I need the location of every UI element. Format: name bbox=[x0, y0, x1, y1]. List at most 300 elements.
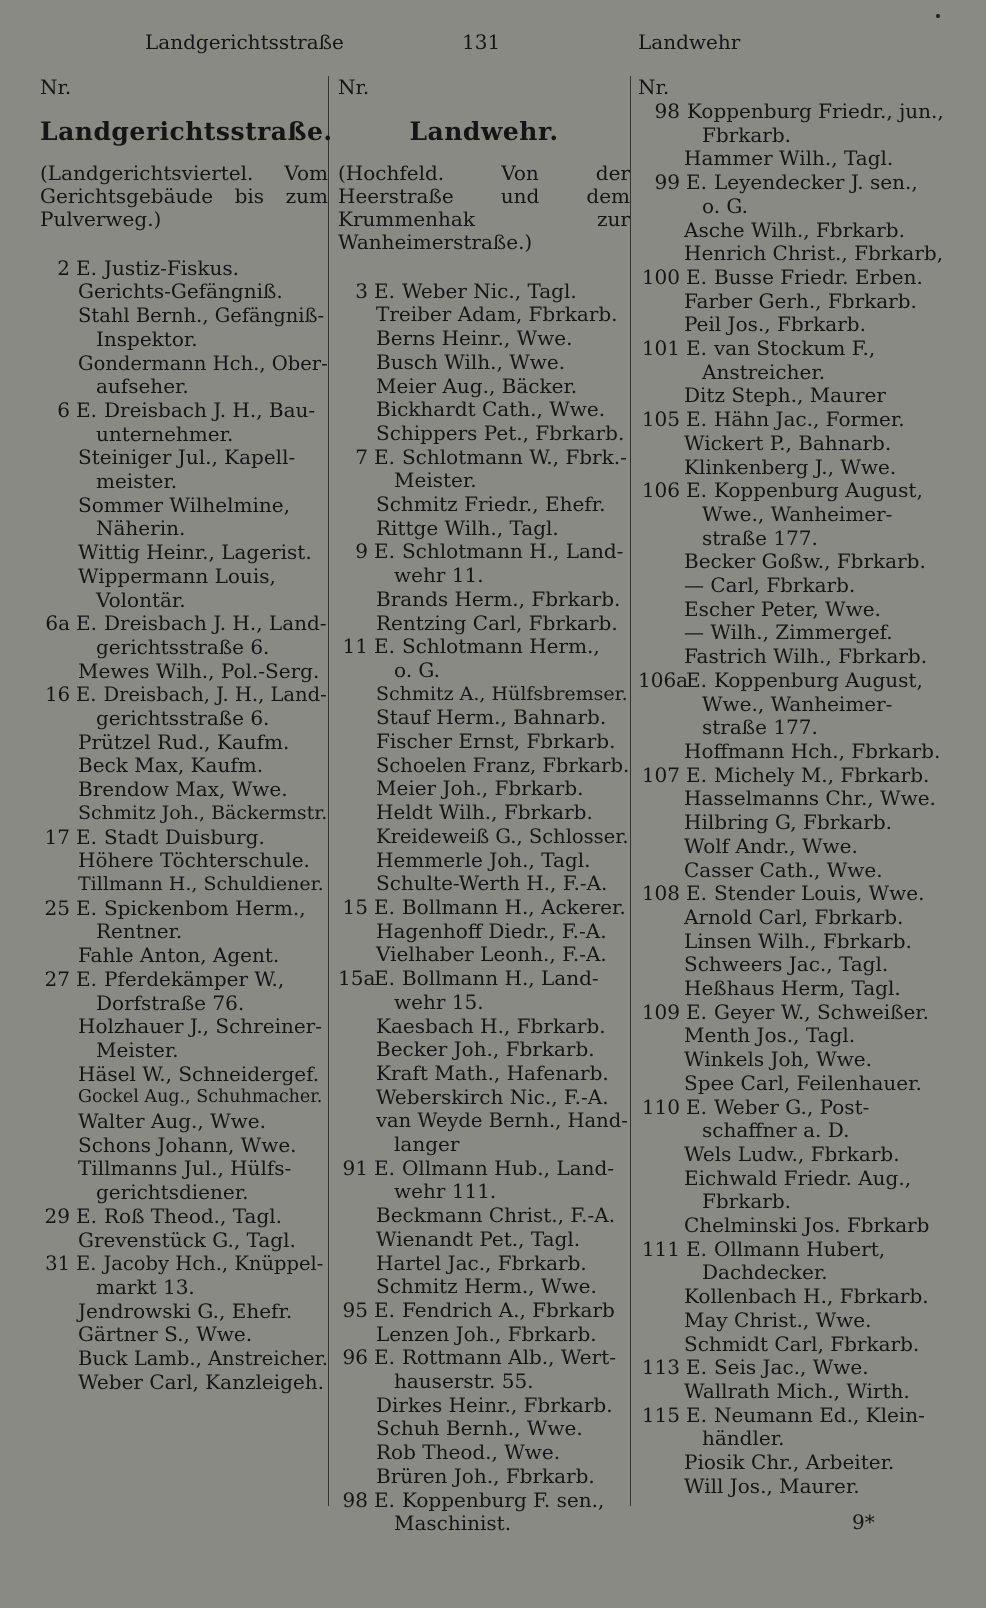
entry-line bbox=[338, 540, 630, 564]
entry-text: Walter Aug., Wwe. bbox=[78, 1109, 266, 1134]
entry-line bbox=[338, 1370, 630, 1394]
entry-text: Dreisbach, J. H., Land- bbox=[103, 683, 327, 707]
entry-line bbox=[638, 100, 958, 124]
house-number: 91 bbox=[342, 1155, 368, 1180]
house-number: 107 bbox=[641, 762, 680, 787]
entry-line bbox=[638, 1475, 958, 1499]
entry-line bbox=[338, 280, 630, 304]
entry-text: Schmitz Herm., Wwe. bbox=[376, 1274, 597, 1299]
entry-line bbox=[638, 787, 958, 811]
owner-code: E. bbox=[686, 264, 707, 289]
owner-code: E. bbox=[686, 1402, 707, 1427]
column-divider bbox=[328, 76, 329, 1506]
nr-label: Nr. bbox=[338, 75, 370, 99]
entry-line bbox=[40, 944, 328, 968]
entry-line bbox=[638, 432, 958, 456]
entry-line bbox=[40, 778, 328, 802]
entry-text: Dirkes Heinr., Fbrkarb. bbox=[376, 1392, 613, 1417]
entry-text: schaffner a. D. bbox=[702, 1118, 850, 1143]
entry-text: Henrich Christ., Fbrkarb, bbox=[684, 241, 944, 266]
entry-line bbox=[40, 920, 328, 944]
house-number: 111 bbox=[641, 1236, 680, 1261]
entry-line bbox=[40, 707, 328, 731]
entry-line bbox=[638, 1048, 958, 1072]
entry-line bbox=[638, 147, 958, 171]
entry-line bbox=[638, 337, 958, 361]
entry-line bbox=[638, 1190, 958, 1214]
entry-text: Ollmann Hubert, bbox=[713, 1236, 886, 1261]
entry-line bbox=[638, 740, 958, 764]
entry-line bbox=[638, 313, 958, 337]
entry-text: Tillmanns Jul., Hülfs- bbox=[78, 1156, 292, 1181]
entry-line bbox=[40, 660, 328, 684]
entry-text: straße 177. bbox=[702, 525, 818, 550]
entry-text: Rottmann Alb., Wert- bbox=[401, 1345, 616, 1370]
entry-text: Bickhardt Cath., Wwe. bbox=[376, 397, 606, 422]
entry-text: van Weyde Bernh., Hand- bbox=[376, 1109, 628, 1133]
entry-line bbox=[338, 493, 630, 517]
entry-text: gerichtsstraße 6. bbox=[96, 706, 270, 731]
entry-line bbox=[638, 1024, 958, 1048]
owner-code: E. bbox=[686, 762, 707, 787]
owner-code: E. bbox=[686, 1236, 707, 1261]
entry-text: Arnold Carl, Fbrkarb. bbox=[684, 904, 904, 929]
house-number: 3 bbox=[355, 278, 368, 303]
column-2 bbox=[338, 76, 630, 1536]
entry-text: Hagenhoff Diedr., F.-A. bbox=[376, 918, 607, 943]
entry-line bbox=[638, 456, 958, 480]
entry-text: Treiber Adam, Fbrkarb. bbox=[376, 302, 618, 327]
entry-line bbox=[40, 541, 328, 565]
entry-text: Sommer Wilhelmine, bbox=[78, 492, 290, 517]
entry-text: Beckmann Christ., F.-A. bbox=[376, 1203, 616, 1228]
entry-line bbox=[40, 683, 328, 707]
entry-line bbox=[40, 1157, 328, 1181]
entry-line bbox=[338, 588, 630, 612]
entry-line bbox=[338, 920, 630, 944]
entry-text: Schulte-Werth H., F.-A. bbox=[376, 871, 608, 896]
entry-text: Casser Cath., Wwe. bbox=[684, 857, 883, 882]
entry-line bbox=[40, 1086, 328, 1110]
entry-text: Meister. bbox=[96, 1037, 179, 1062]
entry-text: Pferdekämper W., bbox=[103, 966, 285, 991]
entry-text: Busch Wilh., Wwe. bbox=[376, 349, 566, 374]
owner-code: E. bbox=[686, 1094, 707, 1119]
owner-code: E. bbox=[76, 683, 97, 707]
entry-line bbox=[338, 398, 630, 422]
entry-line bbox=[40, 257, 328, 281]
entry-line bbox=[638, 716, 958, 740]
entry-text: Spickenbom Herm., bbox=[103, 895, 306, 920]
entry-text: Dorfstraße 76. bbox=[96, 990, 245, 1015]
entry-text: Wwe., Wanheimer- bbox=[702, 501, 893, 526]
entry-line bbox=[638, 598, 958, 622]
entry-text: Ollmann Hub., Land- bbox=[401, 1155, 615, 1180]
house-number: 106a bbox=[638, 667, 689, 692]
owner-code: E. bbox=[374, 278, 395, 303]
entry-text: — Wilh., Zimmergef. bbox=[684, 620, 893, 645]
street-title: Landwehr. bbox=[409, 117, 559, 146]
entry-line bbox=[638, 764, 958, 788]
entry-line bbox=[638, 1119, 958, 1143]
entry-text: Schoelen Franz, Fbrkarb. bbox=[376, 753, 630, 777]
owner-code: E. bbox=[76, 895, 97, 920]
entry-text: Winkels Joh, Wwe. bbox=[684, 1047, 872, 1072]
entry-line bbox=[338, 896, 630, 920]
entry-text: Seis Jac., Wwe. bbox=[713, 1355, 869, 1380]
entry-line bbox=[338, 1441, 630, 1465]
entry-text: Gondermann Hch., Ober- bbox=[78, 351, 328, 375]
entry-line bbox=[40, 1276, 328, 1300]
entry-text: markt 13. bbox=[96, 1274, 195, 1299]
entry-line bbox=[638, 953, 958, 977]
entry-list bbox=[338, 280, 630, 1536]
entry-text: meister. bbox=[96, 469, 178, 494]
entry-text: Wwe., Wanheimer- bbox=[702, 691, 893, 716]
entry-text: Wippermann Louis, bbox=[78, 563, 276, 588]
owner-code: E. bbox=[374, 634, 395, 659]
house-number: 6a bbox=[45, 611, 70, 636]
entry-text: Tillmann H., Schuldiener. bbox=[78, 872, 324, 895]
entry-line bbox=[638, 574, 958, 598]
entry-line bbox=[338, 777, 630, 801]
entry-text: Meier Joh., Fbrkarb. bbox=[376, 776, 584, 801]
entry-line bbox=[638, 219, 958, 243]
header-left: Landgerichtsstraße bbox=[145, 30, 344, 54]
entry-line bbox=[40, 399, 328, 423]
entry-line bbox=[638, 906, 958, 930]
entry-text: Schweers Jac., Tagl. bbox=[684, 952, 889, 977]
entry-line bbox=[338, 1299, 630, 1323]
entry-line bbox=[40, 1181, 328, 1205]
nr-label: Nr. bbox=[638, 75, 670, 99]
entry-line bbox=[638, 503, 958, 527]
entry-line bbox=[338, 683, 630, 707]
entry-line bbox=[40, 754, 328, 778]
house-number: 29 bbox=[44, 1203, 70, 1228]
entry-line bbox=[40, 1110, 328, 1134]
entry-text: Kollenbach H., Fbrkarb. bbox=[684, 1284, 929, 1309]
owner-code: E. bbox=[686, 478, 707, 503]
entry-line bbox=[338, 1417, 630, 1441]
entry-text: Stender Louis, Wwe. bbox=[713, 881, 925, 906]
entry-text: Hasselmanns Chr., Wwe. bbox=[684, 786, 936, 811]
house-number: 110 bbox=[641, 1094, 680, 1119]
entry-line bbox=[638, 124, 958, 148]
entry-text: Berns Heinr., Wwe. bbox=[376, 326, 573, 351]
entry-line bbox=[40, 328, 328, 352]
entry-text: Stadt Duisburg. bbox=[103, 824, 265, 849]
entry-text: Wickert P., Bahnarb. bbox=[684, 430, 892, 455]
entry-line bbox=[40, 1134, 328, 1158]
entry-line bbox=[40, 352, 328, 376]
entry-text: aufseher. bbox=[96, 374, 189, 399]
entry-text: händler. bbox=[702, 1426, 785, 1451]
entry-line bbox=[638, 384, 958, 408]
house-number: 31 bbox=[45, 1252, 70, 1276]
entry-line bbox=[638, 882, 958, 906]
entry-text: Wallrath Mich., Wirth. bbox=[684, 1378, 910, 1403]
entry-text: Schlotmann Herm., bbox=[401, 634, 600, 659]
entry-text: Linsen Wilh., Fbrkarb. bbox=[684, 928, 912, 953]
entry-text: Höhere Töchterschule. bbox=[78, 848, 310, 873]
entry-line bbox=[338, 517, 630, 541]
entry-text: Hartel Jac., Fbrkarb. bbox=[376, 1250, 587, 1275]
entry-line bbox=[338, 1465, 630, 1489]
house-number: 27 bbox=[44, 966, 70, 991]
entry-text: Näherin. bbox=[96, 516, 186, 541]
entry-text: Holzhauer J., Schreiner- bbox=[78, 1014, 323, 1039]
owner-code: E. bbox=[686, 667, 707, 692]
entry-line bbox=[338, 1038, 630, 1062]
entry-text: Schippers Pet., Fbrkarb. bbox=[376, 420, 625, 445]
entry-text: Hammer Wilh., Tagl. bbox=[684, 146, 894, 171]
entry-line bbox=[338, 1015, 630, 1039]
entry-line bbox=[338, 825, 630, 849]
entry-text: Weber G., Post- bbox=[713, 1094, 870, 1119]
ink-speck bbox=[936, 14, 940, 18]
house-number: 99 bbox=[654, 170, 680, 195]
entry-line bbox=[40, 1300, 328, 1324]
entry-line bbox=[338, 659, 630, 683]
entry-text: Dreisbach J. H., Land- bbox=[103, 611, 327, 636]
entry-line bbox=[40, 1252, 328, 1276]
entry-line bbox=[638, 1285, 958, 1309]
column-divider bbox=[630, 76, 631, 1506]
entry-line bbox=[638, 171, 958, 195]
entry-line bbox=[638, 1404, 958, 1428]
owner-code: E. bbox=[76, 1252, 97, 1276]
entry-text: Wolf Andr., Wwe. bbox=[684, 833, 858, 858]
house-number: 100 bbox=[641, 264, 680, 289]
entry-text: Roß Theod., Tagl. bbox=[103, 1203, 283, 1228]
entry-line bbox=[638, 1261, 958, 1285]
owner-code: E. bbox=[76, 255, 97, 280]
entry-line bbox=[40, 446, 328, 470]
house-number: 98 bbox=[342, 1487, 368, 1512]
entry-text: Buck Lamb., Anstreicher. bbox=[78, 1347, 328, 1371]
entry-line bbox=[338, 1109, 630, 1133]
house-number: 105 bbox=[641, 407, 680, 432]
entry-text: May Christ., Wwe. bbox=[684, 1307, 872, 1332]
house-number: 15 bbox=[342, 894, 368, 919]
house-number: 96 bbox=[342, 1345, 368, 1370]
entry-line bbox=[338, 1180, 630, 1204]
entry-line bbox=[638, 1096, 958, 1120]
entry-line bbox=[338, 375, 630, 399]
owner-code: E. bbox=[686, 1355, 707, 1380]
entry-text: Brüren Joh., Fbrkarb. bbox=[376, 1463, 595, 1488]
entry-line bbox=[638, 361, 958, 385]
entry-text: Peil Jos., Fbrkarb. bbox=[684, 312, 866, 337]
entry-text: Hähn Jac., Former. bbox=[713, 407, 905, 432]
entry-line bbox=[638, 408, 958, 432]
house-number: 15a bbox=[338, 966, 376, 991]
entry-text: Koppenburg Friedr., jun., bbox=[687, 99, 944, 123]
owner-code: E. bbox=[374, 966, 395, 991]
signature-mark: 9* bbox=[852, 1510, 875, 1534]
entry-text: Meier Aug., Bäcker. bbox=[376, 373, 578, 398]
entry-line bbox=[638, 1143, 958, 1167]
nr-label: Nr. bbox=[40, 75, 72, 99]
house-number: 9 bbox=[355, 539, 368, 564]
entry-text: Weber Nic., Tagl. bbox=[401, 278, 577, 303]
entry-line bbox=[638, 1167, 958, 1191]
entry-text: Schmidt Carl, Fbrkarb. bbox=[684, 1331, 920, 1356]
entry-text: Becker Goßw., Fbrkarb. bbox=[684, 549, 926, 574]
entry-line bbox=[338, 1252, 630, 1276]
entry-line bbox=[638, 1380, 958, 1404]
entry-text: Farber Gerh., Fbrkarb. bbox=[684, 288, 917, 313]
entry-line bbox=[638, 290, 958, 314]
owner-code: E. bbox=[374, 1297, 395, 1322]
entry-text: Schons Johann, Wwe. bbox=[78, 1132, 297, 1157]
entry-line bbox=[338, 446, 630, 470]
running-header bbox=[0, 30, 986, 64]
entry-text: Kaesbach H., Fbrkarb. bbox=[376, 1013, 606, 1038]
entry-line bbox=[638, 1427, 958, 1451]
entry-line bbox=[40, 849, 328, 873]
entry-line bbox=[638, 693, 958, 717]
entry-line bbox=[338, 1346, 630, 1370]
entry-line bbox=[638, 1451, 958, 1475]
entry-text: Hoffmann Hch., Fbrkarb. bbox=[684, 738, 941, 763]
entry-line bbox=[638, 859, 958, 883]
entry-line bbox=[40, 731, 328, 755]
owner-code: E. bbox=[374, 1345, 395, 1370]
entry-line bbox=[40, 517, 328, 541]
entry-line bbox=[40, 1323, 328, 1347]
entry-text: Klinkenberg J., Wwe. bbox=[684, 454, 897, 479]
entry-text: Escher Peter, Wwe. bbox=[684, 596, 881, 621]
entry-text: unternehmer. bbox=[96, 421, 234, 446]
entry-text: Menth Jos., Tagl. bbox=[684, 1023, 856, 1048]
entry-line bbox=[338, 706, 630, 730]
entry-text: Gockel Aug., Schuhmacher. bbox=[78, 1087, 323, 1108]
entry-text: Beck Max, Kaufm. bbox=[78, 753, 264, 778]
house-number: 17 bbox=[44, 824, 70, 849]
entry-text: Weberskirch Nic., F.-A. bbox=[376, 1084, 609, 1109]
entry-line bbox=[638, 1309, 958, 1333]
entry-line bbox=[40, 612, 328, 636]
entry-text: Anstreicher. bbox=[702, 359, 826, 384]
entry-line bbox=[338, 303, 630, 327]
house-number: 115 bbox=[641, 1402, 680, 1427]
entry-line bbox=[638, 930, 958, 954]
entry-line bbox=[338, 1204, 630, 1228]
entry-line bbox=[638, 1238, 958, 1262]
entry-line bbox=[338, 612, 630, 636]
entry-line bbox=[638, 266, 958, 290]
entry-text: Fbrkarb. bbox=[702, 122, 792, 147]
entry-text: Schlotmann W., Fbrk.- bbox=[401, 444, 627, 469]
entry-line bbox=[40, 1229, 328, 1253]
entry-text: Asche Wilh., Fbrkarb. bbox=[684, 217, 905, 242]
entry-line bbox=[40, 968, 328, 992]
house-number: 108 bbox=[641, 881, 680, 906]
entry-text: Geyer W., Schweißer. bbox=[713, 999, 930, 1024]
entry-text: Chelminski Jos. Fbrkarb bbox=[684, 1213, 930, 1238]
entry-line bbox=[40, 1205, 328, 1229]
entry-text: Wienandt Pet., Tagl. bbox=[376, 1226, 581, 1251]
entry-text: Brands Herm., Fbrkarb. bbox=[376, 586, 621, 611]
entry-text: Inspektor. bbox=[96, 326, 198, 351]
entry-text: Schmitz Friedr., Ehefr. bbox=[376, 492, 606, 517]
entry-text: wehr 111. bbox=[394, 1179, 497, 1204]
entry-line bbox=[338, 422, 630, 446]
entry-text: Fahle Anton, Agent. bbox=[78, 943, 280, 968]
entry-line bbox=[338, 1086, 630, 1110]
entry-line bbox=[40, 897, 328, 921]
entry-line bbox=[638, 479, 958, 503]
entry-text: Maschinist. bbox=[394, 1511, 512, 1536]
entry-text: Rentzing Carl, Fbrkarb. bbox=[376, 610, 618, 635]
entry-text: Prützel Rud., Kaufm. bbox=[78, 729, 290, 754]
entry-text: o. G. bbox=[702, 193, 749, 218]
owner-code: E. bbox=[76, 611, 97, 636]
entry-text: Brendow Max, Wwe. bbox=[78, 777, 288, 802]
entry-text: Koppenburg August, bbox=[713, 667, 923, 692]
entry-text: Kreideweiß G., Schlosser. bbox=[376, 824, 629, 848]
entry-line bbox=[338, 1489, 630, 1513]
entry-text: Koppenburg August, bbox=[713, 478, 923, 503]
owner-code: E. bbox=[374, 539, 395, 564]
house-number: 95 bbox=[342, 1297, 368, 1322]
entry-line bbox=[40, 1347, 328, 1371]
entry-text: wehr 11. bbox=[394, 563, 484, 588]
entry-text: Schlotmann H., Land- bbox=[401, 539, 624, 564]
entry-text: Mewes Wilh., Pol.-Serg. bbox=[78, 658, 320, 683]
entry-line bbox=[638, 195, 958, 219]
entry-line bbox=[338, 351, 630, 375]
entry-line bbox=[338, 327, 630, 351]
entry-text: Lenzen Joh., Fbrkarb. bbox=[376, 1321, 597, 1346]
owner-code: E. bbox=[76, 1203, 97, 1228]
entry-text: Wittig Heinr., Lagerist. bbox=[78, 540, 312, 565]
entry-line bbox=[40, 589, 328, 613]
entry-text: Heßhaus Herm, Tagl. bbox=[684, 976, 901, 1001]
house-number: 6 bbox=[57, 397, 70, 422]
entry-line bbox=[40, 1039, 328, 1063]
entry-line bbox=[638, 550, 958, 574]
entry-line bbox=[40, 304, 328, 328]
entry-text: Hilbring G, Fbrkarb. bbox=[684, 810, 893, 835]
entry-line bbox=[638, 645, 958, 669]
entry-line bbox=[40, 375, 328, 399]
entry-text: Eichwald Friedr. Aug., bbox=[684, 1165, 912, 1190]
entry-line bbox=[40, 873, 328, 897]
entry-text: Justiz-Fiskus. bbox=[103, 255, 240, 280]
street-title: Landgerichtsstraße. bbox=[40, 117, 333, 146]
owner-code: E. bbox=[76, 966, 97, 991]
column-1 bbox=[40, 75, 333, 1394]
entry-line bbox=[338, 991, 630, 1015]
entry-line bbox=[638, 527, 958, 551]
entry-text: Vielhaber Leonh., F.-A. bbox=[376, 942, 607, 967]
entry-text: Dreisbach J. H., Bau- bbox=[103, 397, 316, 422]
entry-text: Stahl Bernh., Gefängniß- bbox=[78, 304, 325, 328]
entry-line bbox=[638, 835, 958, 859]
entry-text: Busse Friedr. Erben. bbox=[713, 264, 923, 289]
entry-text: Heldt Wilh., Fbrkarb. bbox=[376, 800, 593, 825]
entry-line bbox=[40, 494, 328, 518]
entry-line bbox=[40, 1063, 328, 1087]
entry-text: Stauf Herm., Bahnarb. bbox=[376, 705, 607, 730]
entry-line bbox=[338, 1394, 630, 1418]
owner-code: E. bbox=[374, 1155, 395, 1180]
owner-code: E. bbox=[686, 881, 707, 906]
entry-text: Steiniger Jul., Kapell- bbox=[78, 445, 296, 470]
